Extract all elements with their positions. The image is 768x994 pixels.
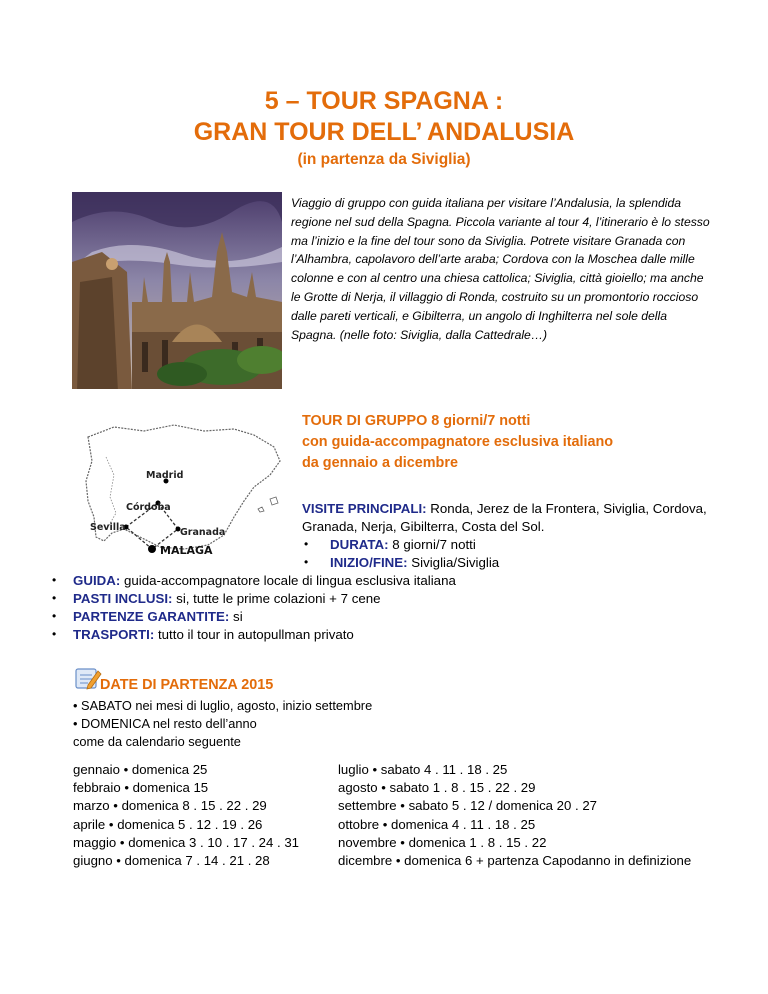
calendar-row: maggio • domenica 3 . 10 . 17 . 24 . 31 <box>73 834 300 850</box>
calendar-row: dicembre • domenica 6 + partenza Capodanno in definizione <box>338 853 692 869</box>
inizio-value: Siviglia/Siviglia <box>407 555 500 570</box>
durata-row <box>330 536 476 554</box>
trasporti-row <box>73 626 354 644</box>
map-label-malaga: MALAGA <box>160 544 213 557</box>
calendar-row: marzo • domenica 8 . 15 . 22 . 29 <box>73 798 267 814</box>
calendar-note-icon <box>74 665 102 691</box>
page-title-line2: GRAN TOUR DELL’ ANDALUSIA <box>193 118 575 146</box>
tour-heading-line2: con guida-accompagnatore esclusiva italiano <box>302 434 614 450</box>
calendar-row: settembre • sabato 5 . 12 / domenica 20 . 27 <box>338 798 597 814</box>
map-label-madrid: Madrid <box>146 470 184 481</box>
calendar-row: agosto • sabato 1 . 8 . 15 . 22 . 29 <box>338 780 536 796</box>
trasporti-value: tutto il tour in autopullman privato <box>154 627 354 642</box>
pasti-value: si, tutte le prime colazioni + 7 cene <box>172 591 381 606</box>
trasporti-label: TRASPORTI: <box>73 627 155 642</box>
guida-value: guida-accompagnatore locale di lingua esclusiva italiana <box>120 573 456 588</box>
calendar-row: ottobre • domenica 4 . 11 . 18 . 25 <box>338 816 536 832</box>
pasti-label: PASTI INCLUSI: <box>73 591 173 606</box>
bullet-icon: • <box>304 555 309 569</box>
page-subtitle: (in partenza da Siviglia) <box>297 151 471 168</box>
calendar-row: gennaio • domenica 25 <box>73 762 208 777</box>
departures-heading: DATE DI PARTENZA 2015 <box>100 677 274 693</box>
inizio-row <box>330 554 499 572</box>
durata-label: DURATA: <box>330 537 389 552</box>
bullet-icon: • <box>52 609 57 623</box>
seville-cathedral-photo <box>72 192 282 389</box>
map-label-granada: Granada <box>180 527 226 538</box>
bullet-icon: • <box>52 627 57 641</box>
page-title: 5 – TOUR SPAGNA : <box>264 87 504 115</box>
bullet-icon: • <box>52 591 57 605</box>
visite-principali <box>302 500 742 518</box>
partenze-label: PARTENZE GARANTITE: <box>73 609 230 624</box>
calendar-row: novembre • domenica 1 . 8 . 15 . 22 <box>338 834 547 850</box>
inizio-label: INIZIO/FINE: <box>330 555 408 570</box>
guida-row <box>73 572 456 590</box>
intro-paragraph: Viaggio di gruppo con guida italiana per visitare l’Andalusia, la splendida regione nel sud della Spagna. Piccola variante al tour 4, l’itinerario è lo stesso ma l’inizio e la fine del tour sono da Siviglia. Potrete visitare Granada con l’Alhambra, capolavoro dell’arte araba; Cordova con la Moschea dalle mille colonne e con al centro una chiesa cattolica; Siviglia, città gioiello; ma anche le Grotte di Nerja, il villaggio di Ronda, costruito su un promontorio roccioso dalle pareti verticali, e Gibilterra, un angolo di Inghilterra nel sole della Spagna. (nelle foto: Siviglia, dalla Cattedrale…) <box>291 196 710 342</box>
calendar-row: giugno • domenica 7 . 14 . 21 . 28 <box>73 853 270 869</box>
visite-principali-cont: Granada, Nerja, Gibilterra, Costa del Sol. <box>302 519 545 534</box>
calendar-left-column <box>73 761 299 870</box>
guida-label: GUIDA: <box>73 573 121 588</box>
calendar-row: febbraio • domenica 15 <box>73 780 209 796</box>
map-label-cordoba: Córdoba <box>126 502 171 513</box>
departures-note-sunday: • DOMENICA nel resto dell’anno <box>73 716 257 731</box>
partenze-value: si <box>229 609 243 624</box>
pasti-row <box>73 590 381 608</box>
bullet-icon: • <box>52 573 57 587</box>
partenze-row <box>73 608 243 626</box>
calendar-row: luglio • sabato 4 . 11 . 18 . 25 <box>338 762 508 777</box>
visite-label: VISITE PRINCIPALI: <box>302 501 427 516</box>
tour-heading-line3: da gennaio a dicembre <box>302 455 458 471</box>
map-label-sevilla: Sevilla <box>90 522 126 533</box>
departures-note-saturday: • SABATO nei mesi di luglio, agosto, inizio settembre <box>73 698 373 713</box>
durata-value: 8 giorni/7 notti <box>388 537 476 552</box>
calendar-right-column <box>338 761 691 870</box>
visite-value: Ronda, Jerez de la Frontera, Siviglia, Cordova, <box>426 501 707 516</box>
departures-note-calendar: come da calendario seguente <box>73 734 241 749</box>
calendar-row: aprile • domenica 5 . 12 . 19 . 26 <box>73 816 263 832</box>
spain-route-map <box>74 417 296 569</box>
bullet-icon: • <box>304 537 309 551</box>
tour-heading-line1: TOUR DI GRUPPO 8 giorni/7 notti <box>302 413 531 429</box>
